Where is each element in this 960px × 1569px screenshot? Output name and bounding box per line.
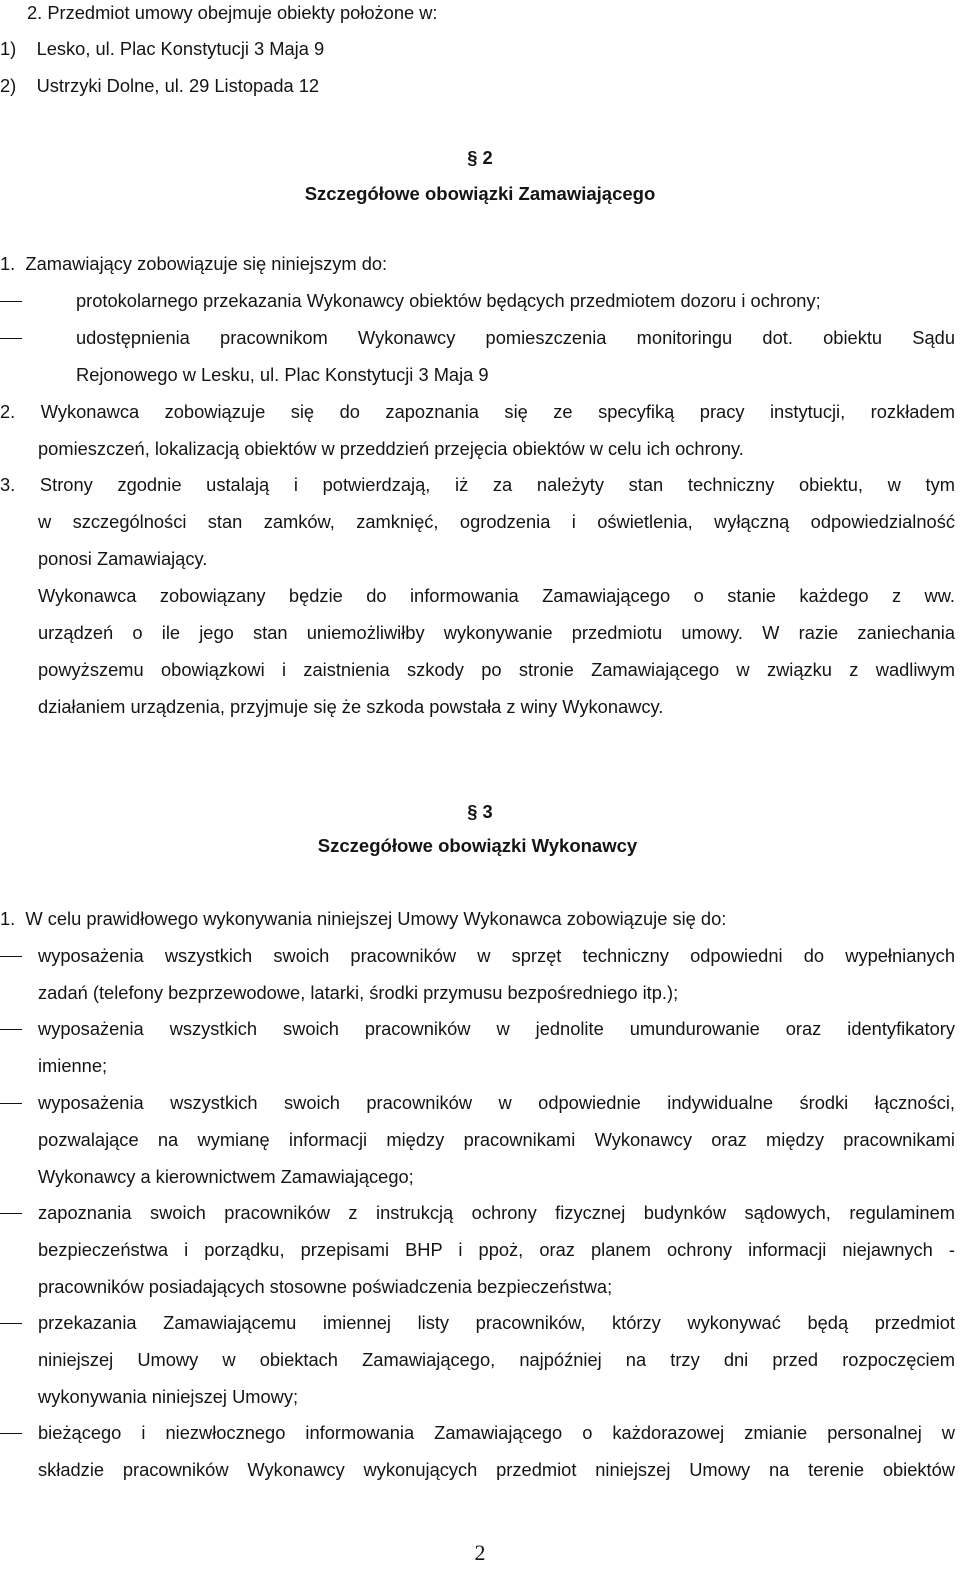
list-item-text: bezpieczeństwa i porządku, przepisami BHP i ppoż, oraz planem ochrony informacji niejawnych - bbox=[38, 1239, 955, 1260]
paragraph-line: 3. Strony zgodnie ustalają i potwierdzają, iż za należyty stan techniczny obiektu, w tym bbox=[0, 474, 955, 495]
list-item-text: udostępnienia pracownikom Wykonawcy pomieszczenia monitoringu dot. obiektu Sądu bbox=[76, 327, 955, 348]
s3-p1-intro-text: 1. W celu prawidłowego wykonywania niniejszej Umowy Wykonawca zobowiązuje się do: bbox=[0, 908, 727, 929]
list-dash bbox=[0, 1103, 22, 1104]
list-item-text: protokolarnego przekazania Wykonawcy obiektów będących przedmiotem dozoru i ochrony; bbox=[76, 290, 821, 311]
s2-p3 bbox=[38, 503, 955, 725]
location-item: 1) Lesko, ul. Plac Konstytucji 3 Maja 9 bbox=[0, 38, 325, 59]
list-item-text: zadań (telefony bezprzewodowe, latarki, środki przymusu bezpośredniego itp.); bbox=[38, 982, 679, 1003]
s3-item-4 bbox=[38, 1194, 955, 1305]
s2-p1-intro bbox=[0, 245, 960, 282]
list-item-text: zapoznania swoich pracowników z instrukcją ochrony fizycznej budynków sądowych, regulaminem bbox=[38, 1202, 955, 1223]
list-dash bbox=[0, 1433, 22, 1434]
list-dash bbox=[0, 1213, 22, 1214]
list-dash bbox=[0, 1029, 22, 1030]
s2-p1-intro-text: 1. Zamawiający zobowiązuje się niniejszym do: bbox=[0, 253, 388, 274]
section-title-3: Szczegółowe obowiązki Wykonawcy bbox=[317, 835, 638, 856]
list-dash bbox=[0, 301, 22, 302]
s3-item-3 bbox=[38, 1084, 955, 1195]
paragraph-line: pomieszczeń, lokalizacją obiektów w przeddzień przejęcia obiektów w celu ich ochrony. bbox=[38, 438, 744, 459]
intro-text: 2. Przedmiot umowy obejmuje obiekty położone w: bbox=[27, 2, 438, 23]
list-item-text: niniejszej Umowy w obiektach Zamawiającego, najpóźniej na trzy dni przed rozpoczęciem bbox=[38, 1349, 955, 1370]
list-item-text: imienne; bbox=[38, 1055, 108, 1076]
s2-item-2 bbox=[76, 319, 955, 393]
paragraph-sign: § bbox=[467, 801, 478, 822]
paragraph-line: Wykonawca zobowiązany będzie do informowania Zamawiającego o stanie każdego z ww. bbox=[38, 585, 955, 606]
list-dash bbox=[0, 956, 22, 957]
section-heading-2 bbox=[0, 139, 960, 176]
list-item-text: wyposażenia wszystkich swoich pracowników w odpowiednie indywidualne środki łączności, bbox=[38, 1092, 955, 1113]
section-heading-3 bbox=[0, 793, 960, 830]
paragraph-line: 2. Wykonawca zobowiązuje się do zapoznania się ze specyfiką pracy instytucji, rozkładem bbox=[0, 401, 955, 422]
s3-item-5 bbox=[38, 1304, 955, 1415]
list-dash bbox=[0, 1323, 22, 1324]
locations-list bbox=[0, 30, 960, 104]
section-title-2: Szczegółowe obowiązki Zamawiającego bbox=[304, 183, 656, 204]
paragraph-line: działaniem urządzenia, przyjmuje się że szkoda powstała z winy Wykonawcy. bbox=[38, 696, 664, 717]
list-item-text: bieżącego i niezwłocznego informowania Zamawiającego o każdorazowej zmianie personalnej w bbox=[38, 1422, 955, 1443]
list-item-text: przekazania Zamawiającemu imiennej listy pracowników, którzy wykonywać będą przedmiot bbox=[38, 1312, 955, 1333]
list-item-text: Wykonawcy a kierownictwem Zamawiającego; bbox=[38, 1166, 414, 1187]
section-number: 2 bbox=[482, 147, 493, 168]
intro-block bbox=[27, 0, 947, 31]
s2-p3-first bbox=[0, 466, 955, 503]
paragraph-line: ponosi Zamawiający. bbox=[38, 548, 208, 569]
page-number: 2 bbox=[474, 1540, 486, 1565]
list-item-text: Rejonowego w Lesku, ul. Plac Konstytucji 3 Maja 9 bbox=[76, 364, 489, 385]
s3-p1-intro bbox=[0, 900, 960, 937]
list-item-text: wyposażenia wszystkich swoich pracowników w sprzęt techniczny odpowiedni do wypełnianych bbox=[38, 945, 955, 966]
s3-item-2 bbox=[38, 1010, 955, 1084]
list-item-text: pozwalające na wymianę informacji między pracownikami Wykonawcy oraz między pracownikami bbox=[38, 1129, 955, 1150]
section-number: 3 bbox=[482, 801, 493, 822]
list-item-text: wykonywania niniejszej Umowy; bbox=[38, 1386, 299, 1407]
list-item-text: pracowników posiadających stosowne poświadczenia bezpieczeństwa; bbox=[38, 1276, 613, 1297]
paragraph-sign: § bbox=[467, 147, 478, 168]
list-dash bbox=[0, 338, 22, 339]
s3-item-6 bbox=[38, 1414, 955, 1488]
paragraph-line: w szczególności stan zamków, zamknięć, ogrodzenia i oświetlenia, wyłączną odpowiedzialność bbox=[38, 511, 955, 532]
list-item-text: składzie pracowników Wykonawcy wykonujących przedmiot niniejszej Umowy na terenie obiektów bbox=[38, 1459, 955, 1480]
s2-p2 bbox=[0, 393, 955, 467]
s2-item-1 bbox=[76, 282, 956, 319]
paragraph-line: powyższemu obowiązkowi i zaistnienia szkody po stronie Zamawiającego w związku z wadliwym bbox=[38, 659, 955, 680]
list-item-text: wyposażenia wszystkich swoich pracowników w jednolite umundurowanie oraz identyfikatory bbox=[38, 1018, 955, 1039]
paragraph-line: urządzeń o ile jego stan uniemożliwiłby wykonywanie przedmiotu umowy. W razie zaniechania bbox=[38, 622, 955, 643]
s3-item-1 bbox=[38, 937, 955, 1011]
location-item: 2) Ustrzyki Dolne, ul. 29 Listopada 12 bbox=[0, 75, 320, 96]
